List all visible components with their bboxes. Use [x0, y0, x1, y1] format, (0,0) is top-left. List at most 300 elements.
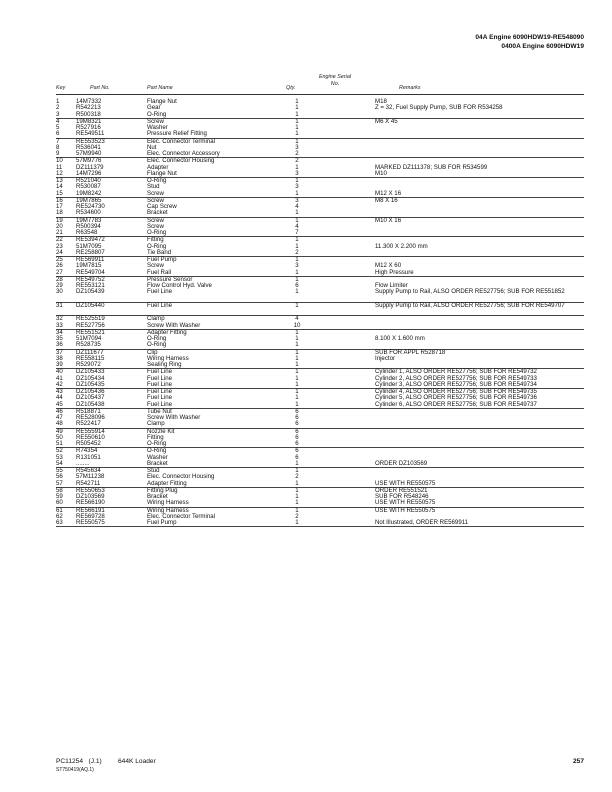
- part-number: DZ105438: [76, 400, 105, 408]
- part-number: 51M7095: [76, 242, 102, 250]
- part-number: RE549752: [76, 275, 105, 283]
- row-key: 16: [56, 196, 63, 204]
- part-number: RE566191: [76, 506, 105, 514]
- quantity: 1: [295, 209, 299, 217]
- row-key: 3: [56, 110, 60, 118]
- part-name: O-Ring: [147, 447, 167, 455]
- table-row: [56, 131, 584, 137]
- table-row: [56, 289, 584, 302]
- part-number: RE258807: [76, 248, 105, 256]
- row-key: 43: [56, 388, 63, 395]
- quantity: 6: [295, 427, 299, 435]
- row-key: 45: [56, 400, 63, 408]
- part-number: RE527756: [76, 321, 105, 329]
- table-row: [56, 151, 584, 157]
- quantity: 1: [295, 236, 299, 244]
- quantity: 3: [295, 143, 299, 151]
- part-name: Washer: [147, 453, 168, 461]
- row-key: 10: [56, 157, 63, 165]
- header-rule: [56, 94, 584, 95]
- quantity: 1: [295, 110, 299, 118]
- part-name: Cap Screw: [147, 203, 177, 210]
- row-group: [56, 178, 584, 198]
- part-number: DZ105440: [76, 301, 105, 309]
- row-key: 2: [56, 104, 60, 112]
- part-name: Stud: [147, 183, 160, 191]
- row-key: 56: [56, 473, 63, 481]
- part-number: R545634: [76, 467, 101, 474]
- part-name: Adapter Fitting: [147, 328, 187, 336]
- remarks: M10: [375, 169, 387, 177]
- quantity: 1: [295, 361, 299, 368]
- row-key: 63: [56, 519, 63, 526]
- part-name: Flow Control Hyd. Valve: [147, 282, 212, 289]
- quantity: 6: [295, 433, 299, 441]
- remarks: M18: [375, 98, 387, 105]
- part-name: Flange Nut: [147, 169, 177, 177]
- quantity: 1: [295, 242, 299, 250]
- quantity: 1: [295, 268, 299, 276]
- row-key: 6: [56, 130, 60, 138]
- footer-doc-number: PC11254 (J.1): [56, 758, 102, 765]
- row-key: 44: [56, 394, 63, 402]
- part-name: Elec. Connector Terminal: [147, 512, 215, 520]
- part-number: DZ111677: [76, 348, 104, 356]
- col-header-part-no: Part No.: [90, 85, 110, 91]
- part-number: R527916: [76, 124, 101, 131]
- part-name: Fuel Line: [147, 374, 173, 382]
- quantity: 1: [295, 124, 299, 131]
- remarks: Cylinder 6, ALSO ORDER RE527756; SUB FOR RE549737: [375, 400, 537, 408]
- part-number: DZ105435: [76, 380, 105, 388]
- quantity: 6: [295, 440, 299, 447]
- part-name: Nut: [147, 143, 157, 151]
- row-key: 41: [56, 374, 63, 382]
- part-number: 57M11238: [76, 473, 105, 481]
- part-name: Bracket: [147, 459, 168, 467]
- part-name: Fuel Line: [147, 368, 173, 376]
- quantity: 1: [295, 368, 299, 376]
- quantity: 6: [295, 407, 299, 415]
- remarks: Cylinder 2, ALSO ORDER RE527756; SUB FOR RE549733: [375, 374, 537, 382]
- part-name: Elec. Connector Housing: [147, 157, 215, 165]
- remarks: Not Illustrated, ORDER RE569911: [375, 519, 469, 526]
- row-key: 19: [56, 216, 63, 224]
- row-group: [56, 369, 584, 389]
- quantity: 1: [295, 301, 299, 309]
- row-key: 36: [56, 341, 63, 349]
- part-number: RE528096: [76, 414, 105, 421]
- row-key: 23: [56, 242, 63, 250]
- row-key: 39: [56, 361, 63, 368]
- header-title-line1: 04A Engine 6090HDW19-RE548090: [475, 34, 584, 41]
- row-key: 34: [56, 328, 63, 336]
- part-name: Clip: [147, 348, 158, 356]
- part-number: RE550653: [76, 486, 105, 494]
- part-number: RE539472: [76, 236, 105, 244]
- quantity: 1: [295, 104, 299, 112]
- part-name: Screw: [147, 117, 164, 125]
- part-number: DZ111379: [76, 163, 104, 171]
- part-number: 51M7094: [76, 335, 102, 342]
- row-key: 32: [56, 315, 63, 323]
- row-key: 50: [56, 433, 63, 441]
- part-name: Screw: [147, 216, 164, 224]
- part-number: R542213: [76, 104, 101, 112]
- row-key: 12: [56, 169, 63, 177]
- quantity: 6: [295, 453, 299, 461]
- row-key: 11: [56, 163, 63, 171]
- part-name: Screw With Washer: [147, 321, 201, 329]
- part-number: DZ105436: [76, 388, 105, 395]
- remarks: M6 X 45: [375, 117, 398, 125]
- quantity: 2: [295, 248, 299, 256]
- quantity: 1: [295, 256, 299, 263]
- remarks: Injector: [375, 354, 395, 362]
- parts-table: [56, 99, 584, 527]
- quantity: 2: [295, 473, 299, 481]
- part-name: Fuel Rail: [147, 268, 172, 276]
- row-group: [56, 139, 584, 159]
- row-key: 5: [56, 124, 60, 131]
- row-key: 33: [56, 321, 63, 329]
- quantity: 1: [295, 400, 299, 408]
- part-number: R530087: [76, 183, 101, 191]
- row-group: [56, 409, 584, 429]
- part-name: O-Ring: [147, 110, 167, 118]
- part-number: R131051: [76, 453, 101, 461]
- part-name: Fitting: [147, 433, 164, 441]
- table-row: [56, 171, 584, 177]
- row-key: 61: [56, 506, 63, 514]
- table-row: [56, 342, 584, 348]
- row-group: [56, 448, 584, 468]
- footer-page-number: 257: [572, 758, 584, 765]
- remarks: Cylinder 3, ALSO ORDER RE527756; SUB FOR RE549734: [375, 380, 537, 388]
- row-group: [56, 198, 584, 218]
- part-number: RE551521: [76, 328, 105, 336]
- quantity: 1: [295, 499, 299, 507]
- quantity: 1: [295, 467, 299, 474]
- part-number: DZ105437: [76, 394, 105, 402]
- row-key: 8: [56, 143, 60, 151]
- part-number: RE553121: [76, 282, 105, 289]
- part-number: RE553523: [76, 137, 105, 145]
- row-key: 49: [56, 427, 63, 435]
- part-name: Elec. Connector Housing: [147, 473, 215, 481]
- part-number: ........: [76, 459, 90, 467]
- row-key: 14: [56, 183, 63, 191]
- row-key: 30: [56, 288, 63, 296]
- remarks: Cylinder 4, ALSO ORDER RE527756; SUB FOR RE549735: [375, 388, 537, 395]
- part-name: Bracket: [147, 493, 168, 500]
- row-key: 20: [56, 222, 63, 230]
- quantity: 1: [295, 380, 299, 388]
- row-key: 62: [56, 512, 63, 520]
- row-key: 26: [56, 262, 63, 270]
- row-key: 4: [56, 117, 60, 125]
- remarks: M12 X 60: [375, 262, 402, 270]
- part-name: Stud: [147, 467, 160, 474]
- row-key: 28: [56, 275, 63, 283]
- table-row: [56, 520, 584, 526]
- part-name: Fuel Line: [147, 394, 173, 402]
- row-key: 21: [56, 229, 63, 236]
- col-header-qty: Qty.: [286, 85, 296, 91]
- part-number: 19M7865: [76, 196, 102, 204]
- remarks: Flow Limiter: [375, 282, 408, 289]
- row-group: [56, 218, 584, 238]
- remarks: Cylinder 1, ALSO ORDER RE527756; SUB FOR RE549732: [375, 368, 537, 376]
- part-number: RE558115: [76, 354, 105, 362]
- table-row: [56, 421, 584, 427]
- row-key: 59: [56, 493, 63, 500]
- quantity: 1: [295, 216, 299, 224]
- part-number: RE525519: [76, 315, 105, 323]
- quantity: 2: [295, 157, 299, 165]
- quantity: 3: [295, 169, 299, 177]
- table-row: [56, 323, 584, 329]
- remarks: USE WITH RE550575: [375, 506, 436, 514]
- row-group: [56, 330, 584, 350]
- row-group: [56, 99, 584, 119]
- quantity: 1: [295, 394, 299, 402]
- part-number: R534600: [76, 209, 101, 217]
- col-header-part-name: Part Name: [147, 85, 173, 91]
- remarks: Supply Pump to Rail, ALSO ORDER RE527756; SUB FOR RE551852: [375, 288, 565, 296]
- part-name: Fuel Line: [147, 301, 173, 309]
- row-group: [56, 468, 584, 488]
- part-name: Tie Band: [147, 248, 172, 256]
- row-key: 31: [56, 301, 63, 309]
- row-key: 35: [56, 335, 63, 342]
- row-group: [56, 158, 584, 178]
- quantity: 1: [295, 130, 299, 138]
- quantity: 1: [295, 486, 299, 494]
- row-key: 40: [56, 368, 63, 376]
- part-name: Flange Nut: [147, 98, 177, 105]
- quantity: 1: [295, 374, 299, 382]
- part-name: Screw With Washer: [147, 414, 201, 421]
- part-number: RE549511: [76, 130, 105, 138]
- part-name: Tube Nut: [147, 407, 172, 415]
- row-key: 22: [56, 236, 63, 244]
- part-number: R63548: [76, 229, 98, 236]
- part-name: O-Ring: [147, 335, 167, 342]
- part-name: Nozzle Kit: [147, 427, 175, 435]
- row-key: 46: [56, 407, 63, 415]
- part-number: R500318: [76, 110, 101, 118]
- quantity: 2: [295, 512, 299, 520]
- row-key: 48: [56, 420, 63, 428]
- row-key: 52: [56, 447, 63, 455]
- part-name: Wiring Harness: [147, 506, 189, 514]
- part-number: R74354: [76, 447, 98, 455]
- part-number: R536041: [76, 143, 101, 151]
- row-key: 38: [56, 354, 63, 362]
- row-key: 17: [56, 203, 63, 210]
- quantity: 1: [295, 117, 299, 125]
- quantity: 2: [295, 150, 299, 157]
- row-key: 57: [56, 479, 63, 487]
- quantity: 1: [295, 137, 299, 145]
- row-key: 29: [56, 282, 63, 289]
- row-group: [56, 429, 584, 449]
- quantity: 3: [295, 196, 299, 204]
- quantity: 3: [295, 183, 299, 191]
- row-key: 42: [56, 380, 63, 388]
- row-key: 37: [56, 348, 63, 356]
- part-name: Fuel Line: [147, 288, 173, 296]
- table-row: [56, 402, 584, 408]
- part-name: Fuel Line: [147, 380, 173, 388]
- part-number: RE555914: [76, 427, 105, 435]
- part-number: 19M7815: [76, 262, 102, 270]
- remarks: M8 X 16: [375, 196, 398, 204]
- row-group: [56, 488, 584, 508]
- row-group: [56, 237, 584, 257]
- remarks: 11.300 X 2.200 mm: [375, 242, 428, 250]
- quantity: 1: [295, 506, 299, 514]
- quantity: 4: [295, 315, 299, 323]
- footer-code: ST750419(AQ.1): [56, 767, 94, 773]
- part-number: RE569911: [76, 256, 105, 263]
- quantity: 1: [295, 275, 299, 283]
- part-name: O-Ring: [147, 242, 167, 250]
- table-row: [56, 303, 584, 316]
- quantity: 1: [295, 288, 299, 296]
- part-number: DZ105434: [76, 374, 105, 382]
- quantity: 1: [295, 163, 299, 171]
- part-name: Wiring Harness: [147, 354, 189, 362]
- remarks: High Pressure: [375, 268, 414, 276]
- part-name: O-Ring: [147, 229, 167, 236]
- row-group: [56, 350, 584, 370]
- part-name: Bracket: [147, 209, 168, 217]
- quantity: 3: [295, 262, 299, 270]
- part-name: Elec. Connector Terminal: [147, 137, 215, 145]
- part-number: DZ105439: [76, 288, 105, 296]
- quantity: 4: [295, 222, 299, 230]
- quantity: 6: [295, 414, 299, 421]
- part-name: Pressure Relief Fitting: [147, 130, 207, 138]
- row-key: 25: [56, 256, 63, 263]
- part-name: Fuel Pump: [147, 519, 177, 526]
- remarks: M10 X 16: [375, 216, 402, 224]
- part-number: DZ103569: [76, 493, 105, 500]
- quantity: 1: [295, 341, 299, 349]
- part-number: R522417: [76, 420, 101, 428]
- col-header-engine-serial: Engine Serial No.: [318, 74, 352, 87]
- remarks: M12 X 16: [375, 189, 402, 197]
- quantity: 1: [295, 493, 299, 500]
- quantity: 1: [295, 459, 299, 467]
- table-row: [56, 270, 584, 276]
- part-number: R542711: [76, 479, 101, 487]
- part-name: Screw: [147, 189, 164, 197]
- part-name: Fuel Line: [147, 388, 173, 395]
- row-group: [56, 303, 584, 317]
- part-number: 14M7332: [76, 98, 102, 105]
- part-name: Fuel Line: [147, 400, 173, 408]
- remarks: USE WITH RE550575: [375, 499, 436, 507]
- part-number: R500394: [76, 222, 101, 230]
- row-group: [56, 257, 584, 277]
- row-key: 58: [56, 486, 63, 494]
- part-name: Fuel Pump: [147, 256, 177, 263]
- part-number: 57M9776: [76, 157, 102, 165]
- remarks: ORDER RE551521: [375, 486, 428, 494]
- part-number: 19M7783: [76, 216, 102, 224]
- footer-title: 644K Loader: [118, 758, 156, 765]
- remarks: Supply Pump to Rail, ALSO ORDER RE527756; SUB FOR RE549707: [375, 301, 565, 309]
- row-key: 1: [56, 98, 60, 105]
- quantity: 1: [295, 388, 299, 395]
- part-number: RE566190: [76, 499, 105, 507]
- part-name: Screw: [147, 196, 164, 204]
- remarks: SUB FOR APPL R528718: [375, 348, 446, 356]
- part-name: Clamp: [147, 420, 165, 428]
- row-key: 13: [56, 177, 63, 184]
- table-row: [56, 230, 584, 236]
- part-name: Adapter Fitting: [147, 479, 187, 487]
- quantity: 6: [295, 420, 299, 428]
- table-row: [56, 461, 584, 467]
- part-number: 19M8321: [76, 117, 102, 125]
- quantity: 1: [295, 177, 299, 184]
- part-name: O-Ring: [147, 177, 167, 184]
- part-name: Screw: [147, 222, 164, 230]
- remarks: SUB FOR R548246: [375, 493, 429, 500]
- part-name: Fitting: [147, 236, 164, 244]
- remarks: MARKED DZ111378; SUB FOR R534599: [375, 163, 488, 171]
- part-number: RE550575: [76, 519, 105, 526]
- part-number: R529072: [76, 361, 101, 368]
- col-header-key: Key: [56, 85, 66, 91]
- table-row: [56, 250, 584, 256]
- part-number: RE569728: [76, 512, 105, 520]
- part-name: Sealing Ring: [147, 361, 182, 368]
- part-name: O-Ring: [147, 341, 167, 349]
- row-key: 27: [56, 268, 63, 276]
- table-row: [56, 191, 584, 197]
- remarks: ORDER DZ103569: [375, 459, 428, 467]
- part-name: Gear: [147, 104, 161, 112]
- part-number: RE549704: [76, 268, 105, 276]
- part-name: Fitting Plug: [147, 486, 178, 494]
- part-number: 57M9940: [76, 150, 102, 157]
- col-header-remarks: Remarks: [399, 85, 421, 91]
- row-key: 60: [56, 499, 63, 507]
- row-key: 51: [56, 440, 63, 447]
- part-number: RE524730: [76, 203, 105, 210]
- row-key: 24: [56, 248, 63, 256]
- part-number: 19M8242: [76, 189, 102, 197]
- table-row: [56, 112, 584, 118]
- table-row: [56, 481, 584, 487]
- part-name: Adapter: [147, 163, 169, 171]
- remarks: USE WITH RE550575: [375, 479, 436, 487]
- part-name: Clamp: [147, 315, 165, 323]
- row-key: 47: [56, 414, 63, 421]
- table-row: [56, 500, 584, 506]
- part-name: O-Ring: [147, 440, 167, 447]
- table-row: [56, 210, 584, 216]
- row-key: 9: [56, 150, 60, 157]
- part-name: Washer: [147, 124, 168, 131]
- quantity: 1: [295, 189, 299, 197]
- row-group: [56, 119, 584, 139]
